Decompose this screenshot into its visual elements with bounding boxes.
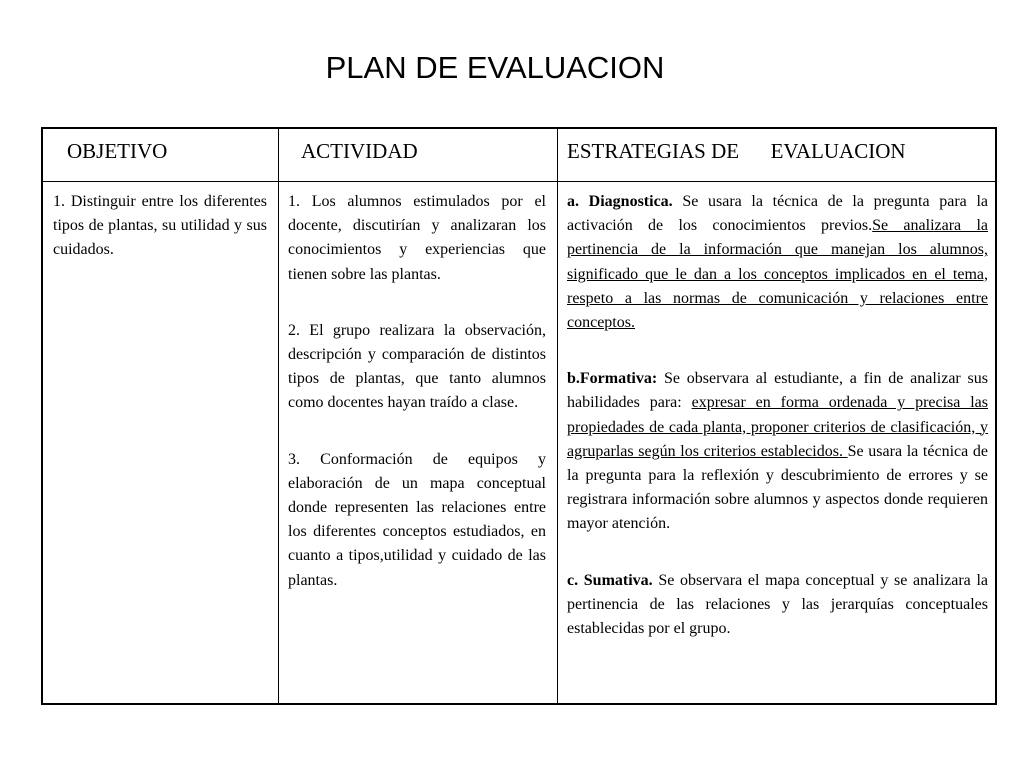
column-divider <box>557 129 558 703</box>
sumativa-label: c. Sumativa. <box>567 571 653 589</box>
formativa-underlined: expresar en forma ordenada y precisa las propiedades de cada planta, proponer criterios de clasificación, y agruparlas según los criterios establecidos. <box>567 394 989 460</box>
actividad-item-1: 1. Los alumnos estimulados por el docente, discutirían y analizaran los conocimientos y experiencias que tienen sobre las plantas. <box>288 193 546 283</box>
diagnostica-text: Se usara la técnica de la pregunta para la activación de los conocimientos previos. <box>567 193 988 235</box>
objetivo-item: 1. Distinguir entre los diferentes tipos de plantas, su utilidad y sus cuidados. <box>53 193 267 259</box>
header-objetivo: OBJETIVO <box>67 139 168 163</box>
evaluation-table <box>41 127 997 705</box>
formativa-text-2: Se usara la técnica de la pregunta para la reflexión y descubrimiento de errores y se registrara información sobre alumnos y aspectos donde requieren mayor atención. <box>567 442 988 533</box>
header-estrategias: ESTRATEGIAS DE EVALUACION <box>567 139 906 163</box>
formativa-text: Se observara al estudiante, a fin de analizar sus habilidades para: <box>567 370 988 412</box>
cell-estrategias <box>567 190 988 641</box>
estrategia-formativa <box>567 367 988 536</box>
actividad-item-3: 3. Conformación de equipos y elaboración de un mapa conceptual donde representen las relaciones entre los diferentes conceptos estudiados, en cuanto a tipos,utilidad y cuidado de las plantas. <box>288 450 546 589</box>
sumativa-text: Se observara el mapa conceptual y se analizara la pertinencia de las relaciones y las jerarquías conceptuales establecidas por el grupo. <box>567 571 988 638</box>
column-divider <box>278 129 279 703</box>
page-title: PLAN DE EVALUACION <box>325 50 665 85</box>
cell-objetivo <box>53 190 267 263</box>
estrategia-sumativa <box>567 569 988 642</box>
header-divider <box>43 181 995 182</box>
header-actividad: ACTIVIDAD <box>301 139 418 163</box>
diagnostica-label: a. Diagnostica. <box>567 193 673 210</box>
diagnostica-underlined: Se analizara la pertinencia de la información que manejan los alumnos, significado que le dan a los conceptos implicados en el tema, respeto a las normas de comunicación y relaciones entre conceptos. <box>567 217 988 332</box>
estrategia-diagnostica <box>567 190 988 335</box>
formativa-label: b.Formativa: <box>567 370 658 388</box>
actividad-item-2: 2. El grupo realizara la observación, descripción y comparación de distintos tipos de plantas, que tanto alumnos como docentes hayan traído a clase. <box>288 321 546 412</box>
cell-actividad <box>288 190 546 593</box>
